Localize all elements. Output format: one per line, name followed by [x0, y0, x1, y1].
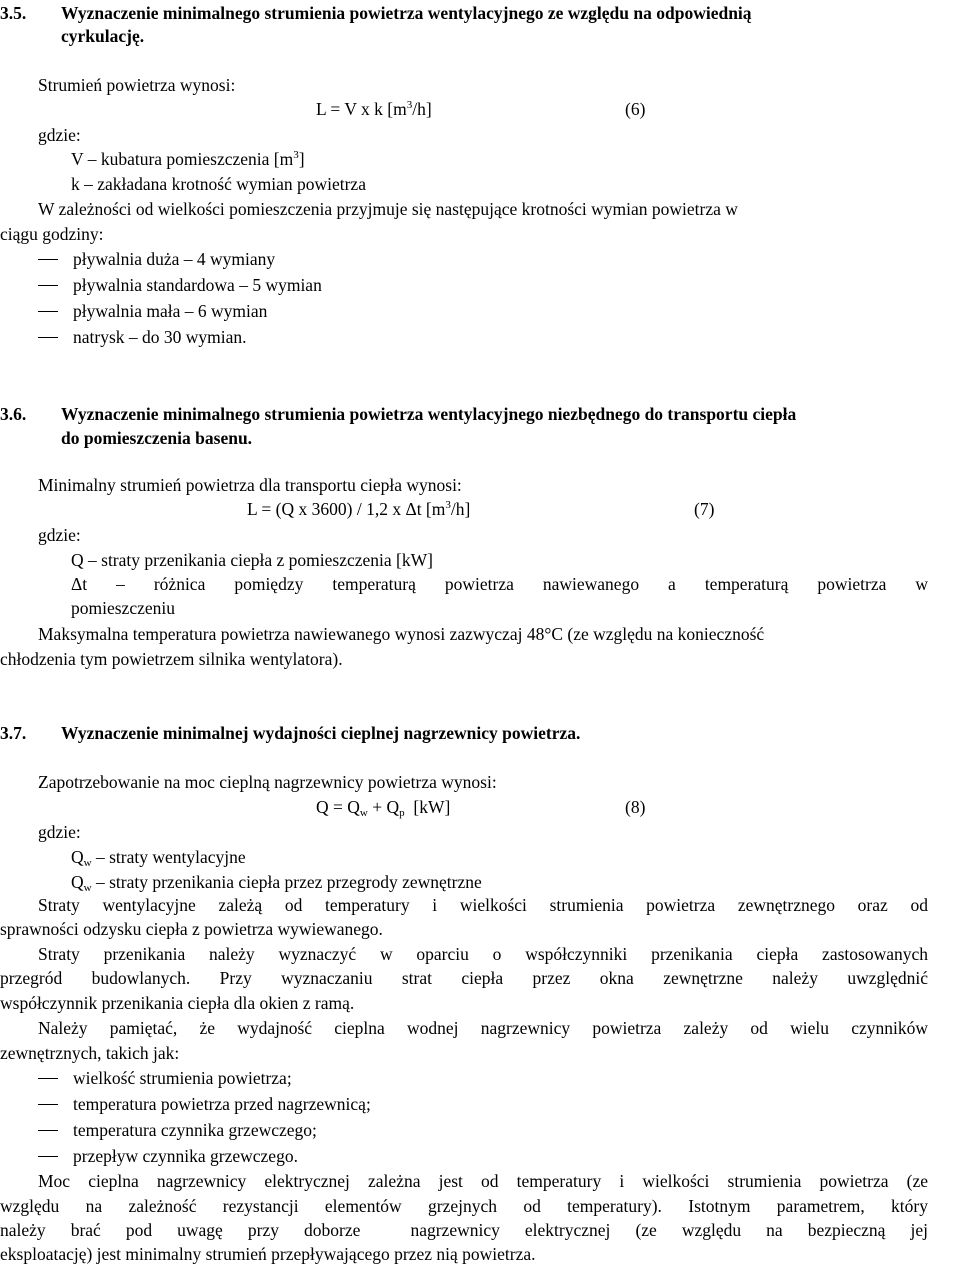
bullet-dash	[38, 1130, 58, 1131]
section-title-3-6-line1: Wyznaczenie minimalnego strumienia powietrza wentylacyjnego niezbędnego do transportu ciepła	[61, 404, 797, 424]
s37-p4-line2: względu na zależność rezystancji elementów grzejnych od temperatury). Istotnym parametrem, który	[0, 1196, 928, 1216]
s37-p2-line3: współczynnik przenikania ciepła dla okien z ramą.	[0, 993, 355, 1013]
s36-def-dt-line2: pomieszczeniu	[71, 598, 175, 618]
s37-p3-line1: Należy pamiętać, że wydajność cieplna wodnej nagrzewnicy powietrza zależy od wielu czynników	[38, 1018, 928, 1038]
s36-intro: Minimalny strumień powietrza dla transportu ciepła wynosi:	[38, 475, 462, 495]
list-item: pływalnia standardowa – 5 wymian	[73, 275, 322, 295]
s37-p1-line1: Straty wentylacyjne zależą od temperatury i wielkości strumienia powietrza zewnętrznego oraz od	[38, 895, 928, 915]
list-item: temperatura powietrza przed nagrzewnicą;	[73, 1094, 371, 1114]
s37-def-qw: $Q_w$ – straty wentylacyjne	[71, 847, 246, 869]
bullet-dash	[38, 1156, 58, 1157]
s37-p3-line2: zewnętrznych, takich jak:	[0, 1043, 180, 1063]
s36-gdzie: gdzie:	[38, 525, 81, 545]
s36-paragraph-line2: chłodzenia tym powietrzem silnika wentylatora).	[0, 649, 343, 669]
formula-6: L = V x k $[m^3/h]$	[316, 99, 432, 119]
section-title-3-7: Wyznaczenie minimalnej wydajności cieplnej nagrzewnicy powietrza.	[61, 723, 581, 743]
s37-p4-line3: należy brać pod uwagę przy doborze nagrzewnicy elektrycznej (ze względu na bezpieczną jej	[0, 1220, 928, 1240]
list-item: temperatura czynnika grzewczego;	[73, 1120, 317, 1140]
bullet-dash	[38, 259, 58, 260]
s36-def-dt-line1: Δt – różnica pomiędzy temperaturą powietrza nawiewanego a temperaturą powietrza w	[71, 574, 928, 594]
section-number-3-5: 3.5.	[0, 3, 27, 23]
s35-paragraph-line1: W zależności od wielkości pomieszczenia przyjmuje się następujące krotności wymian powietrza w	[38, 199, 738, 219]
s35-def-v: V – kubatura pomieszczenia $[m^3]$	[71, 149, 305, 169]
s37-p2-line1: Straty przenikania należy wyznaczyć w oparciu o współczynniki przenikania ciepła zastosowanych	[38, 944, 928, 964]
bullet-dash	[38, 1104, 58, 1105]
bullet-dash	[38, 311, 58, 312]
s35-paragraph-line2: ciągu godziny:	[0, 224, 104, 244]
bullet-dash	[38, 337, 58, 338]
list-item: natrysk – do 30 wymian.	[73, 327, 247, 347]
formula-7: L = (Q x 3600) / 1,2 x Δt $[m^3/h]$	[247, 499, 471, 519]
s37-p4-line4: eksploatację) jest minimalny strumień przepływającego przez nią powietrza.	[0, 1244, 536, 1264]
list-item: wielkość strumienia powietrza;	[73, 1068, 292, 1088]
list-item: pływalnia duża – 4 wymiany	[73, 249, 276, 269]
s35-def-k: k – zakładana krotność wymian powietrza	[71, 174, 366, 194]
s35-intro: Strumień powietrza wynosi:	[38, 75, 236, 95]
formula-number-8: (8)	[625, 797, 646, 817]
s37-def-qp: $Q_w$ – straty przenikania ciepła przez przegrody zewnętrzne	[71, 872, 482, 894]
section-title-3-6-line2: do pomieszczenia basenu.	[61, 428, 253, 448]
formula-number-6: (6)	[625, 99, 646, 119]
s35-gdzie: gdzie:	[38, 125, 81, 145]
list-item: przepływ czynnika grzewczego.	[73, 1146, 298, 1166]
s37-p2-line2: przegród budowlanych. Przy wyznaczaniu strat ciepła przez okna zewnętrzne należy uwzględnić	[0, 968, 928, 988]
formula-8: $Q = Q_w + Q_p$ [kW]	[316, 797, 451, 819]
section-title-3-5-line2: cyrkulację.	[61, 26, 145, 46]
bullet-dash	[38, 1078, 58, 1079]
s37-p4-line1: Moc cieplna nagrzewnicy elektrycznej zależna jest od temperatury i wielkości strumienia powietrza (ze	[38, 1171, 928, 1191]
section-title-3-5-line1: Wyznaczenie minimalnego strumienia powietrza wentylacyjnego ze względu na odpowiednią	[61, 3, 752, 23]
formula-number-7: (7)	[694, 499, 715, 519]
s36-def-q: Q – straty przenikania ciepła z pomieszczenia [kW]	[71, 550, 433, 570]
bullet-dash	[38, 285, 58, 286]
s36-paragraph-line1: Maksymalna temperatura powietrza nawiewanego wynosi zazwyczaj 48°C (ze względu na konieczność	[38, 624, 765, 644]
s37-gdzie: gdzie:	[38, 822, 81, 842]
section-number-3-7: 3.7.	[0, 723, 27, 743]
list-item: pływalnia mała – 6 wymian	[73, 301, 268, 321]
s37-p1-line2: sprawności odzysku ciepła z powietrza wywiewanego.	[0, 919, 383, 939]
s37-intro: Zapotrzebowanie na moc cieplną nagrzewnicy powietrza wynosi:	[38, 772, 497, 792]
section-number-3-6: 3.6.	[0, 404, 27, 424]
